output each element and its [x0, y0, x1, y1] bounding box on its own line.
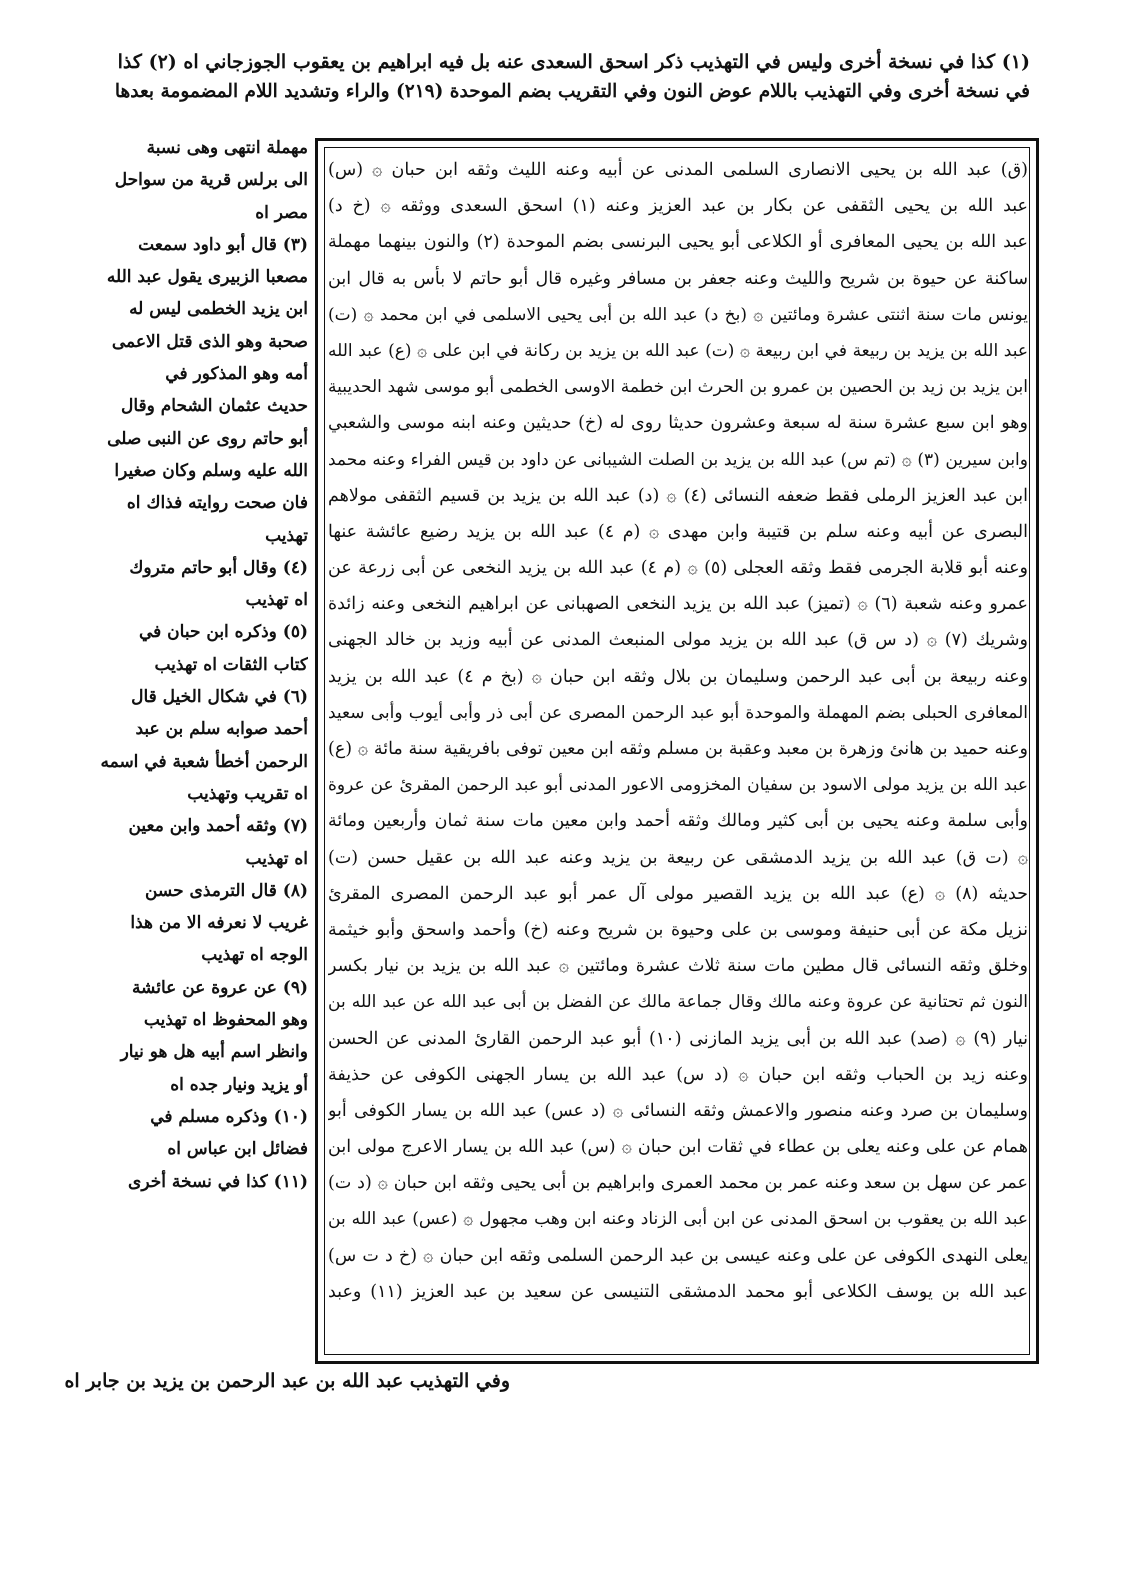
main-text-line: وشريك (٧) ۞ (د س ق) عبد الله بن يزيد مولى المنبعث المدنى عن أبيه وزيد بن خالد الجهنى	[328, 630, 1028, 651]
side-note-line: اه تقريب وتهذيب	[187, 783, 308, 804]
main-text-line: وهو ابن سبع عشرة سنة له سبعة وعشرون حديثا روى له (خ) حديثين وعنه ابنه موسى والشعبي	[328, 413, 1028, 434]
main-text-line: البصرى عن أبيه وعنه سلم بن قتيبة وابن مهدى ۞ (م ٤) عبد الله بن يزيد رضيع عائشة عنها	[328, 521, 1028, 542]
main-text-line: عبد الله بن يحيى الثقفى عن بكار بن عبد العزيز وعنه (١) اسحق السعدى ووثقه ۞ (خ د)	[328, 196, 1028, 217]
side-note-line: (٩) عن عروة عن عائشة	[131, 977, 308, 998]
side-note-line: اه تهذيب	[245, 848, 308, 869]
main-text-line: عبد الله بن يحيى المعافرى أو الكلاعى أبو يحيى البرنسى بضم الموحدة (٢) والنون بينهما مهملة	[328, 232, 1028, 253]
side-note-line: (٣) قال أبو داود سمعت	[138, 234, 308, 255]
top-footnote-line: (١) كذا في نسخة أخرى وليس في التهذيب ذكر اسحق السعدى عنه بل فيه ابراهيم بن يعقوب الجوزجاني اه (٢) كذا	[117, 51, 1030, 73]
main-text-line: وعنه ربيعة بن أبى عبد الرحمن وسليمان بن بلال وثقه ابن حبان ۞ (بخ م ٤) عبد الله بن يزيد	[328, 666, 1028, 687]
main-text-line: وابن سيرين (٣) ۞ (تم س) عبد الله بن يزيد بن الصلت الشيبانى عن داود بن قيس الفراء وعنه محمد	[328, 449, 1028, 470]
side-note-line: غريب لا نعرفه الا من هذا	[130, 913, 308, 934]
main-text-line: (ق) عبد الله بن يحيى الانصارى السلمى المدنى عن أبيه وعنه الليث وثقه ابن حبان ۞ (س)	[328, 160, 1028, 180]
main-text-line: المعافرى الحبلى بضم المهملة والموحدة أبو عبد الرحمن المصرى عن أبى ذر وأبى أيوب وأبى سعيد	[328, 702, 1028, 723]
main-text-line: ۞ (ت ق) عبد الله بن يزيد الدمشقى عن ربيعة بن يزيد وعنه عبد الله بن عقيل حسن (ت)	[328, 847, 1028, 868]
side-note-line: مهملة انتهى وهى نسبة	[146, 138, 308, 158]
side-note-line: أحمد صوابه سلم بن عبد	[135, 719, 308, 740]
main-text-line: عبد الله بن يعقوب بن اسحق المدنى عن ابن أبى الزناد وعنه ابن وهب مجهول ۞ (عس) عبد الله بن	[328, 1209, 1028, 1230]
side-note-line: الله عليه وسلم وكان صغيرا	[114, 460, 308, 481]
side-note-line: وهو المحفوظ اه تهذيب	[143, 1010, 308, 1031]
side-note-line: (٤) وقال أبو حاتم متروك	[129, 557, 308, 578]
side-note-line: أمه وهو المذكور في	[165, 364, 308, 385]
main-text-line: ابن يزيد بن زيد بن الحصين بن عمرو بن الحرث ابن خطمة الاوسى الخطمى أبو موسى شهد الحديبية	[328, 377, 1028, 398]
main-text-line: النون ثم تحتانية عن عروة وعنه مالك وقال جماعة مالك عن الفضل بن أبى عبد الله عن عبد الله بن	[328, 992, 1028, 1013]
main-text-line: وعنه حميد بن هانئ وزهرة بن معبد وعقبة بن مسلم وثقه ابن معين توفى بافريقية سنة مائة ۞ (ع)	[328, 739, 1028, 759]
main-text-line: عمر عن سهل بن سعد وعنه عمر بن محمد العمرى وابراهيم بن أبى يحيى وثقه ابن حبان ۞ (د ت)	[328, 1173, 1028, 1194]
side-note-line: الوجه اه تهذيب	[201, 945, 308, 966]
top-footnote-line: في نسخة أخرى وفي التهذيب باللام عوض النون وفي التقريب بضم الموحدة (٢١٩) والراء وتشديد اللام المضمومة بعدها	[114, 81, 1030, 102]
main-text-line: همام عن على وعنه يعلى بن عطاء في ثقات ابن حبان ۞ (س) عبد الله بن يسار الاعرج مولى ابن	[328, 1137, 1028, 1158]
main-text-block	[328, 152, 1028, 1310]
main-text-line: وخلق وثقه النسائى قال مطين مات سنة ثلاث عشرة ومائتين ۞ عبد الله بن يزيد بن نيار بكسر	[328, 956, 1028, 977]
main-text-line: ساكنة عن حيوة بن شريح والليث وعنه جعفر بن مسافر وغيره قال أبو حاتم لا بأس به قال ابن	[328, 268, 1028, 289]
side-note-line: وانظر اسم أبيه هل هو نيار	[120, 1042, 308, 1063]
main-text-line: وعنه زيد بن الحباب وثقه ابن حبان ۞ (د س) عبد الله بن يسار الجهنى الكوفى عن حذيفة	[328, 1064, 1028, 1085]
side-note-line: صحبة وهو الذى قتل الاعمى	[111, 331, 308, 352]
side-note-line: أو يزيد ونيار جده اه	[170, 1074, 308, 1095]
main-text-line: وسليمان بن صرد وعنه منصور والاعمش وثقه النسائى ۞ (د عس) عبد الله بن يسار الكوفى أبو	[328, 1100, 1028, 1121]
side-note-line: (١١) كذا في نسخة أخرى	[128, 1171, 308, 1192]
side-notes-column	[100, 132, 308, 1198]
main-text-line: حديثه (٨) ۞ (ع) عبد الله بن يزيد القصير مولى آل عمر أبو عبد الرحمن المصرى المقرئ	[328, 883, 1028, 904]
main-text-line: وأبى سلمة وعنه يحيى بن أبى كثير ومالك وثقه أحمد وابن معين مات سنة ثمان وأربعين ومائة	[328, 811, 1028, 832]
side-note-line: أبو حاتم روى عن النبى صلى	[107, 428, 308, 449]
side-note-line: (٥) وذكره ابن حبان في	[138, 622, 308, 643]
side-note-line: فان صحت روايته فذاك اه	[126, 493, 308, 514]
side-note-line: (٦) في شكال الخيل قال	[131, 687, 308, 708]
bottom-footnote: وفي التهذيب عبد الله بن عبد الرحمن بن يزيد بن جابر اه	[64, 1370, 510, 1392]
side-note-line: حديث عثمان الشحام وقال	[121, 396, 308, 417]
side-note-line: ابن يزيد الخطمى ليس له	[129, 299, 308, 320]
main-text-line: عمرو وعنه شعبة (٦) ۞ (تميز) عبد الله بن يزيد النخعى الصهبانى عن ابراهيم النخعى وعنه زائدة	[328, 594, 1028, 615]
side-note-line: فضائل ابن عباس اه	[167, 1139, 308, 1160]
main-text-line: وعنه أبو قلابة الجرمى فقط وثقه العجلى (٥) ۞ (م ٤) عبد الله بن يزيد النخعى عن أبى زرعة عن	[328, 558, 1028, 579]
side-note-line: اه تهذيب	[245, 590, 308, 611]
top-footnote-block	[100, 48, 1030, 106]
main-text-line: عبد الله بن يزيد مولى الاسود بن سفيان المخزومى الاعور المدنى أبو عبد الرحمن المقرئ عن عروة	[328, 775, 1028, 796]
side-note-line: مصر اه	[255, 202, 308, 223]
main-text-line: يونس مات سنة اثنتى عشرة ومائتين ۞ (بخ د) عبد الله بن أبى يحيى الاسلمى في ابن محمد ۞ (ت)	[328, 304, 1028, 325]
side-note-line: كتاب الثقات اه تهذيب	[154, 654, 308, 675]
side-note-line: الى برلس قرية من سواحل	[114, 170, 308, 191]
side-note-line: الرحمن أخطأ شعبة في اسمه	[100, 751, 308, 772]
side-note-line: تهذيب	[265, 525, 308, 546]
main-text-line: نزيل مكة عن أبى حنيفة وموسى بن على وحيوة بن شريح وعنه (خ) وأحمد واسحق وأبو خيثمة	[328, 919, 1028, 940]
main-text-line: عبد الله بن يزيد بن ربيعة في ابن ربيعة ۞ (ت) عبد الله بن يزيد بن ركانة في ابن على ۞ (ع) عبد الله	[328, 340, 1028, 361]
side-note-line: (٧) وثقه أحمد وابن معين	[128, 816, 308, 837]
main-text-line: عبد الله بن يوسف الكلاعى أبو محمد الدمشقى التنيسى عن سعيد بن عبد العزيز (١١) وعبد	[328, 1281, 1028, 1302]
main-text-line: ابن عبد العزيز الرملى فقط ضعفه النسائى (٤) ۞ (د) عبد الله بن يزيد بن قسيم الثقفى مولاهم	[328, 485, 1028, 506]
side-note-line: (٨) قال الترمذى حسن	[144, 880, 308, 901]
side-note-line: مصعبا الزبيرى يقول عبد الله	[106, 267, 308, 288]
main-text-line: يعلى النهدى الكوفى عن على وعنه عيسى بن عبد الرحمن السلمى وثقه ابن حبان ۞ (خ د ت س)	[328, 1245, 1028, 1266]
side-note-line: (١٠) وذكره مسلم في	[150, 1106, 308, 1127]
main-text-line: نيار (٩) ۞ (صد) عبد الله بن أبى يزيد المازنى (١٠) أبو عبد الرحمن القارئ المدنى عن الحسن	[328, 1028, 1028, 1049]
